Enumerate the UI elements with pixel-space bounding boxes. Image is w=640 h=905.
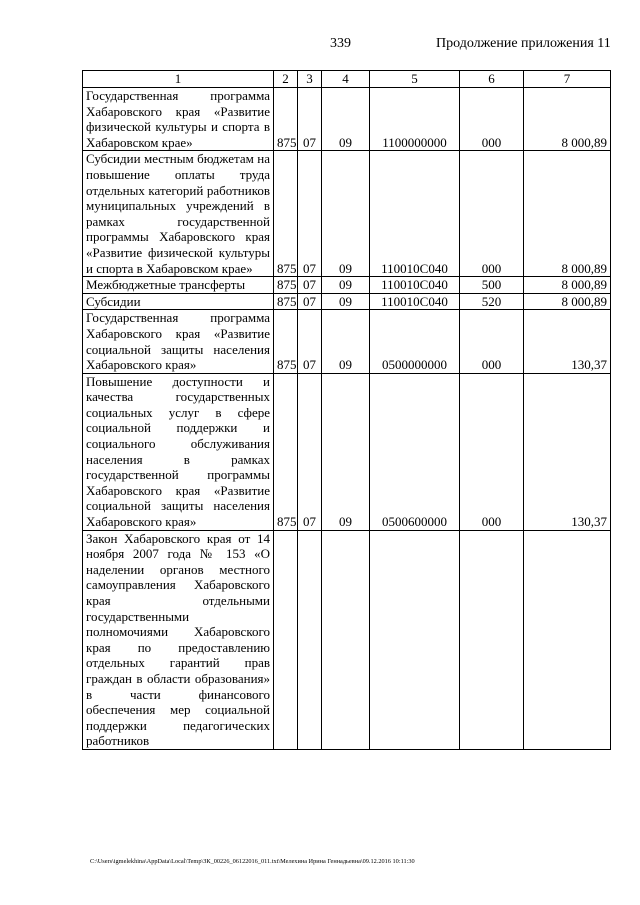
cell-col6: 000 <box>460 88 524 151</box>
cell-col2: 875 <box>274 151 298 277</box>
col-header-7: 7 <box>524 71 611 88</box>
row-name: Субсидии местным бюджетам на повышение оплаты труда отдельных категорий работников муниципальных учреждений в рамках государственной программы Хабаровского края «Развитие физической культуры и спорта в Хабаровском крае» <box>83 151 274 277</box>
table-row <box>83 310 611 373</box>
cell-col3: 07 <box>298 88 322 151</box>
cell-col4 <box>322 530 370 749</box>
cell-col3: 07 <box>298 310 322 373</box>
cell-col2: 875 <box>274 293 298 310</box>
cell-col4: 09 <box>322 88 370 151</box>
cell-col2: 875 <box>274 88 298 151</box>
cell-col2 <box>274 530 298 749</box>
cell-col4: 09 <box>322 373 370 530</box>
cell-col6: 000 <box>460 373 524 530</box>
footer-file-path: C:\Users\igmelekhina\AppData\Local\Temp\ЗК_00226_06122016_011.txt\Мелехина Ирина Геннадьевна\09.12.2016 10:11:30 <box>90 858 415 865</box>
row-name: Государственная программа Хабаровского края «Развитие физической культуры и спорта в Хабаровском крае» <box>83 88 274 151</box>
table-row <box>83 88 611 151</box>
col-header-5: 5 <box>370 71 460 88</box>
cell-col5: 1100000000 <box>370 88 460 151</box>
cell-col5: 110010С040 <box>370 293 460 310</box>
page-number: 339 <box>330 36 351 51</box>
cell-col4: 09 <box>322 151 370 277</box>
cell-col7: 8 000,89 <box>524 88 611 151</box>
cell-col7: 8 000,89 <box>524 293 611 310</box>
cell-col2: 875 <box>274 310 298 373</box>
cell-col3: 07 <box>298 151 322 277</box>
col-header-3: 3 <box>298 71 322 88</box>
cell-col2: 875 <box>274 373 298 530</box>
table-row <box>83 293 611 310</box>
cell-col3: 07 <box>298 277 322 294</box>
cell-col5: 0500000000 <box>370 310 460 373</box>
cell-col3 <box>298 530 322 749</box>
cell-col7: 130,37 <box>524 373 611 530</box>
col-header-6: 6 <box>460 71 524 88</box>
cell-col7: 8 000,89 <box>524 151 611 277</box>
cell-col5: 110010С040 <box>370 277 460 294</box>
col-header-4: 4 <box>322 71 370 88</box>
cell-col7 <box>524 530 611 749</box>
row-name: Субсидии <box>83 293 274 310</box>
cell-col3: 07 <box>298 373 322 530</box>
budget-table <box>82 70 611 750</box>
cell-col6: 000 <box>460 151 524 277</box>
table-row <box>83 530 611 749</box>
cell-col6 <box>460 530 524 749</box>
table-header-row <box>83 71 611 88</box>
cell-col6: 520 <box>460 293 524 310</box>
cell-col5: 0500600000 <box>370 373 460 530</box>
cell-col6: 500 <box>460 277 524 294</box>
cell-col5 <box>370 530 460 749</box>
continuation-title: Продолжение приложения 11 <box>436 36 611 51</box>
cell-col2: 875 <box>274 277 298 294</box>
row-name: Межбюджетные трансферты <box>83 277 274 294</box>
cell-col6: 000 <box>460 310 524 373</box>
cell-col7: 8 000,89 <box>524 277 611 294</box>
row-name: Закон Хабаровского края от 14 ноября 2007 года № 153 «О наделении органов местного самоуправления Хабаровского края отдельными государственными полномочиями Хабаровского края по предоставлению отдельных гарантий прав граждан в области образования» в части финансового обеспечения мер социальной поддержки педагогических работников <box>83 530 274 749</box>
table-row <box>83 151 611 277</box>
cell-col7: 130,37 <box>524 310 611 373</box>
cell-col4: 09 <box>322 277 370 294</box>
table-row <box>83 373 611 530</box>
cell-col5: 110010С040 <box>370 151 460 277</box>
row-name: Государственная программа Хабаровского края «Развитие социальной защиты населения Хабаровского края» <box>83 310 274 373</box>
row-name: Повышение доступности и качества государственных социальных услуг в сфере социальной поддержки и социального обслуживания населения в рамках государственной программы Хабаровского края «Развитие социальной защиты населения Хабаровского края» <box>83 373 274 530</box>
col-header-2: 2 <box>274 71 298 88</box>
cell-col3: 07 <box>298 293 322 310</box>
table-row <box>83 277 611 294</box>
col-header-1: 1 <box>83 71 274 88</box>
cell-col4: 09 <box>322 293 370 310</box>
cell-col4: 09 <box>322 310 370 373</box>
